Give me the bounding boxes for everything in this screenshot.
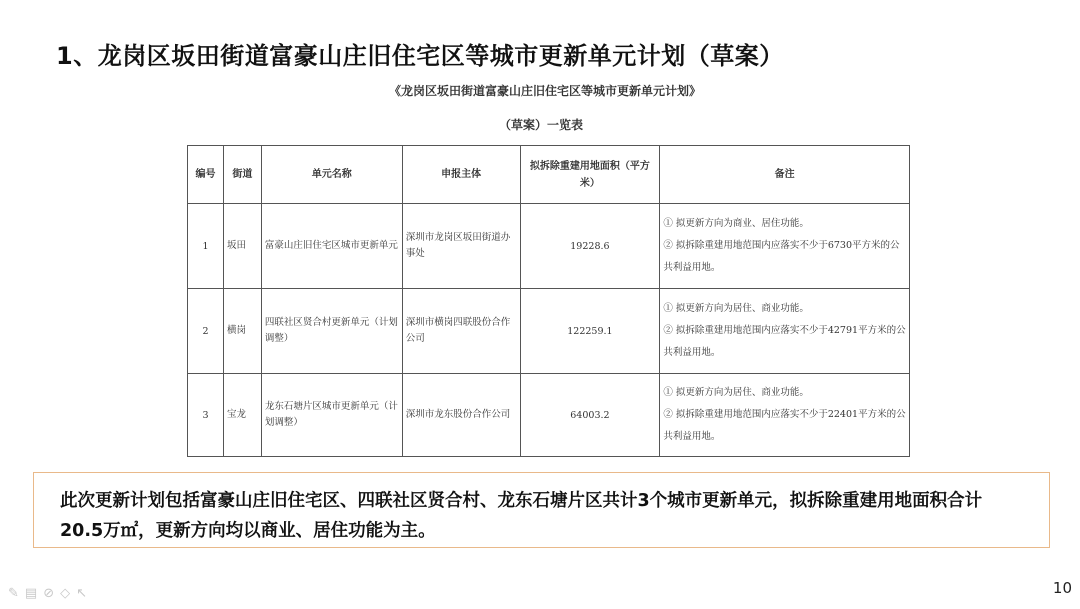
cell-area: 19228.6	[520, 204, 660, 289]
cell-remark	[660, 374, 910, 457]
zoom-icon[interactable]: ⊘	[43, 586, 55, 601]
remark-line: ② 拟拆除重建用地范围内应落实不少于42791平方米的公共利益用地。	[663, 325, 906, 358]
document-heading: 《龙岗区坂田街道富豪山庄旧住宅区等城市更新单元计划》	[388, 84, 701, 98]
cell-street: 坂田	[223, 204, 261, 289]
header-unit: 单元名称	[261, 146, 402, 204]
table-row	[188, 204, 910, 289]
cell-applicant: 深圳市横岗四联股份合作公司	[402, 289, 520, 374]
summary-box	[33, 472, 1050, 548]
cell-street: 横岗	[223, 289, 261, 374]
eraser-icon[interactable]: ◇	[60, 586, 71, 601]
slide-title: 1、龙岗区坂田街道富豪山庄旧住宅区等城市更新单元计划（草案）	[56, 42, 784, 70]
cell-unit: 龙东石塘片区城市更新单元（计划调整）	[261, 374, 402, 457]
header-applicant: 申报主体	[402, 146, 520, 204]
cell-no: 2	[188, 289, 224, 374]
cell-street: 宝龙	[223, 374, 261, 457]
presentation-toolbar	[8, 586, 87, 602]
cell-no: 1	[188, 204, 224, 289]
header-remark: 备注	[660, 146, 910, 204]
document-subheading: （草案）一览表	[498, 118, 583, 132]
table-header-row	[188, 146, 910, 204]
cell-applicant: 深圳市龙岗区坂田街道办事处	[402, 204, 520, 289]
remark-line: ① 拟更新方向为居住、商业功能。	[663, 303, 809, 314]
summary-text: 此次更新计划包括富豪山庄旧住宅区、四联社区贤合村、龙东石塘片区共计3个城市更新单元，拟拆除重建用地面积合计20.5万㎡，更新方向均以商业、居住功能为主。	[60, 491, 983, 541]
cell-remark	[660, 204, 910, 289]
renewal-plan-table	[187, 145, 910, 457]
header-area: 拟拆除重建用地面积（平方米）	[520, 146, 660, 204]
menu-icon[interactable]: ▤	[24, 586, 38, 601]
cell-applicant: 深圳市龙东股份合作公司	[402, 374, 520, 457]
pointer-icon[interactable]: ↖	[76, 586, 88, 601]
cell-no: 3	[188, 374, 224, 457]
remark-line: ② 拟拆除重建用地范围内应落实不少于22401平方米的公共利益用地。	[663, 409, 906, 442]
cell-area: 64003.2	[520, 374, 660, 457]
table-row	[188, 374, 910, 457]
header-street: 街道	[223, 146, 261, 204]
cell-unit: 四联社区贤合村更新单元（计划调整）	[261, 289, 402, 374]
cell-area: 122259.1	[520, 289, 660, 374]
table-row	[188, 289, 910, 374]
remark-line: ① 拟更新方向为商业、居住功能。	[663, 218, 809, 229]
cell-remark	[660, 289, 910, 374]
page-number: 10	[1052, 579, 1072, 597]
remark-line: ② 拟拆除重建用地范围内应落实不少于6730平方米的公共利益用地。	[663, 240, 900, 273]
pen-icon[interactable]: ✎	[8, 586, 19, 601]
header-no: 编号	[188, 146, 224, 204]
cell-unit: 富豪山庄旧住宅区城市更新单元	[261, 204, 402, 289]
remark-line: ① 拟更新方向为居住、商业功能。	[663, 387, 809, 398]
